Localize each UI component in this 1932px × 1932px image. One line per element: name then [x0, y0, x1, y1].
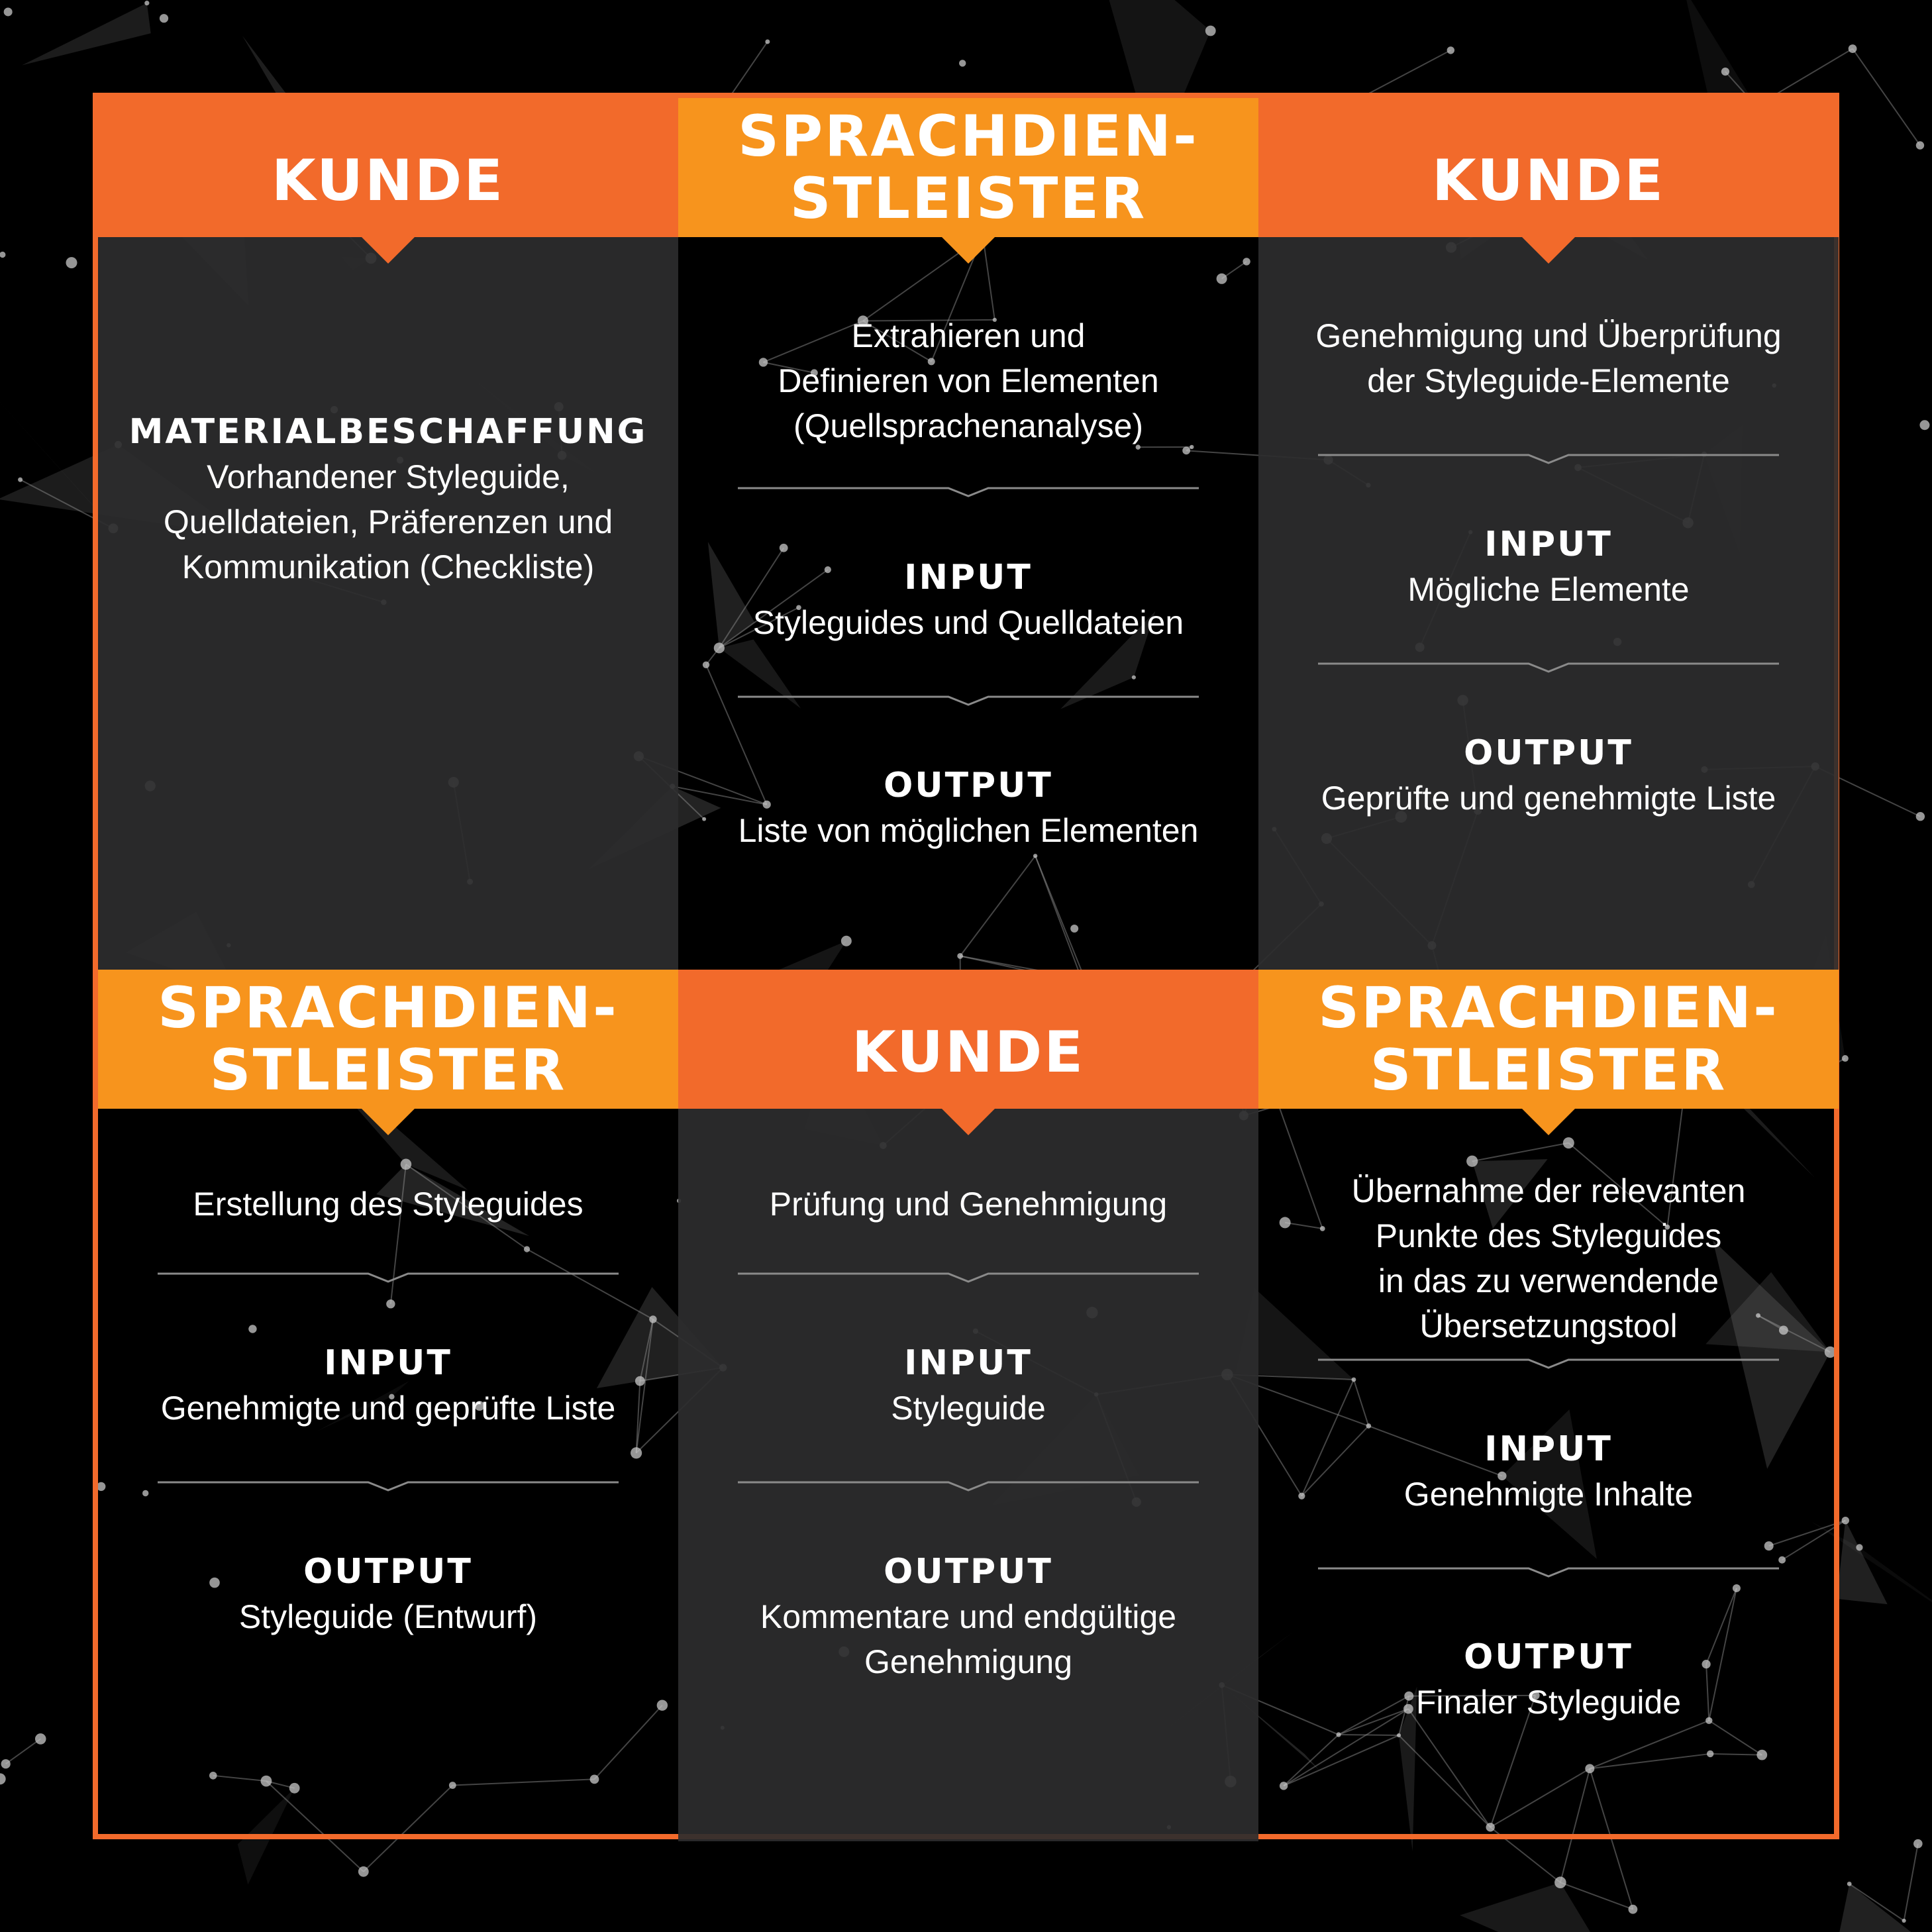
step-3-output-text: Geprüfte und genehmigte Liste	[1321, 780, 1776, 817]
step-4-task	[111, 1182, 665, 1227]
step-3-input	[1272, 522, 1825, 612]
step-5-header	[678, 970, 1258, 1109]
network-node	[1, 1759, 11, 1768]
step-2-task	[691, 313, 1245, 448]
network-facet	[1460, 1882, 1623, 1932]
step-3-input-label: INPUT	[1484, 525, 1613, 564]
step-2-input-label: INPUT	[904, 558, 1033, 597]
step-1-title: KUNDE	[271, 148, 505, 214]
step-1-task-label: MATERIALBESCHAFFUNG	[128, 412, 648, 452]
step-4-pointer	[362, 1109, 415, 1135]
step-6-input-label: INPUT	[1484, 1429, 1613, 1469]
step-2-title: SPRACHDIEN- STLEISTER	[738, 103, 1199, 232]
network-node	[66, 257, 77, 268]
step-5-separator-2	[738, 1480, 1199, 1496]
network-node	[1721, 68, 1729, 76]
step-6-pointer	[1522, 1109, 1575, 1135]
step-2-input	[691, 555, 1245, 645]
step-2-input-text: Styleguides und Quelldateien	[752, 604, 1184, 641]
step-6-task	[1272, 1168, 1825, 1348]
step-5-input	[691, 1341, 1245, 1431]
step-5-title: KUNDE	[851, 1019, 1086, 1086]
network-facet	[22, 3, 151, 66]
network-node	[4, 7, 13, 16]
network-facet	[1829, 1884, 1926, 1932]
step-3-header	[1258, 98, 1839, 237]
separator-line	[738, 697, 1199, 705]
separator-line	[1318, 1360, 1779, 1368]
step-4-panel	[98, 970, 678, 1841]
step-2-task-text: Extrahieren und Definieren von Elementen (Quellsprachenanalyse)	[778, 317, 1159, 444]
step-2-output-label: OUTPUT	[884, 766, 1053, 805]
step-5-panel	[678, 970, 1258, 1841]
network-node	[1205, 26, 1216, 36]
step-3-panel	[1258, 98, 1839, 970]
step-4-input	[111, 1341, 665, 1431]
step-5-task-text: Prüfung und Genehmigung	[769, 1186, 1168, 1223]
step-6-separator-1	[1318, 1357, 1779, 1373]
network-node	[1554, 1876, 1566, 1888]
network-node	[765, 39, 770, 44]
network-node	[0, 1773, 6, 1784]
network-node	[1919, 420, 1929, 430]
step-1-panel	[98, 98, 678, 970]
step-2-output-text: Liste von möglichen Elementen	[738, 812, 1199, 849]
step-4-input-text: Genehmigte und geprüfte Liste	[160, 1390, 616, 1427]
separator-line	[1318, 1568, 1779, 1576]
step-3-output-label: OUTPUT	[1464, 733, 1633, 773]
step-4-header	[98, 970, 678, 1109]
network-link	[1853, 49, 1920, 146]
step-1-pointer	[362, 237, 415, 264]
step-3-input-text: Mögliche Elemente	[1407, 571, 1690, 608]
separator-line	[738, 1482, 1199, 1490]
step-3-pointer	[1522, 237, 1575, 264]
step-2-panel	[678, 98, 1258, 970]
step-5-output-text: Kommentare und endgültige Genehmigung	[760, 1598, 1177, 1680]
step-6-output-text: Finaler Styleguide	[1415, 1684, 1682, 1721]
step-1-task	[111, 409, 665, 589]
step-3-task-text: Genehmigung und Überprüfung der Styleguide-Elemente	[1315, 317, 1782, 399]
network-node	[959, 60, 966, 66]
step-2-output	[691, 763, 1245, 853]
step-4-separator-1	[158, 1271, 619, 1287]
network-link	[1904, 1844, 1918, 1921]
step-5-pointer	[942, 1109, 995, 1135]
network-node	[1842, 1055, 1849, 1062]
network-node	[1847, 1882, 1852, 1886]
separator-line	[158, 1274, 619, 1282]
step-4-task-text: Erstellung des Styleguides	[193, 1186, 584, 1223]
step-4-output-text: Styleguide (Entwurf)	[238, 1598, 538, 1635]
separator-line	[1318, 664, 1779, 672]
step-6-task-text: Übernahme der relevanten Punkte des Styleguides in das zu verwendende Übersetzungstool	[1351, 1172, 1746, 1345]
network-link	[6, 1739, 41, 1764]
step-3-title: KUNDE	[1431, 148, 1666, 214]
step-6-header	[1258, 970, 1839, 1109]
step-3-output	[1272, 731, 1825, 821]
separator-line	[738, 488, 1199, 496]
step-6-output-label: OUTPUT	[1464, 1637, 1633, 1677]
network-node	[1849, 44, 1857, 53]
network-node	[1447, 46, 1454, 54]
network-node	[0, 252, 5, 258]
separator-line	[1318, 455, 1779, 463]
step-3-separator-1	[1318, 452, 1779, 468]
network-node	[1842, 1517, 1849, 1524]
network-node	[1856, 1544, 1862, 1551]
separator-line	[158, 1482, 619, 1490]
step-6-input	[1272, 1427, 1825, 1517]
network-node	[160, 14, 168, 23]
step-4-separator-2	[158, 1480, 619, 1496]
step-5-output	[691, 1549, 1245, 1684]
step-6-separator-2	[1318, 1566, 1779, 1582]
step-5-input-label: INPUT	[904, 1343, 1033, 1383]
step-4-output	[111, 1549, 665, 1639]
network-facet	[1684, 0, 1756, 106]
step-6-panel	[1258, 970, 1839, 1841]
step-6-input-text: Genehmigte Inhalte	[1403, 1476, 1694, 1513]
step-5-output-label: OUTPUT	[884, 1552, 1053, 1592]
network-node	[1902, 1919, 1906, 1923]
step-1-header	[98, 98, 678, 237]
network-node	[18, 478, 23, 482]
step-6-title: SPRACHDIEN- STLEISTER	[1318, 975, 1779, 1103]
network-node	[1916, 141, 1924, 149]
network-node	[144, 1, 149, 5]
step-5-input-text: Styleguide	[891, 1390, 1046, 1427]
separator-line	[738, 1274, 1199, 1282]
step-4-output-label: OUTPUT	[303, 1552, 473, 1592]
step-2-header	[678, 98, 1258, 237]
network-node	[1628, 1905, 1637, 1914]
network-node	[35, 1733, 46, 1745]
process-frame	[93, 93, 1839, 1839]
step-2-separator-1	[738, 485, 1199, 501]
network-node	[1913, 1839, 1923, 1849]
step-2-separator-2	[738, 694, 1199, 710]
step-6-output	[1272, 1635, 1825, 1725]
step-3-task	[1272, 313, 1825, 403]
step-5-separator-1	[738, 1271, 1199, 1287]
step-1-task-text: Vorhandener Styleguide, Quelldateien, Präferenzen und Kommunikation (Checkliste)	[163, 458, 613, 585]
step-2-pointer	[942, 237, 995, 264]
step-5-task	[691, 1182, 1245, 1227]
step-4-input-label: INPUT	[324, 1343, 452, 1383]
network-node	[358, 1866, 369, 1877]
step-4-title: SPRACHDIEN- STLEISTER	[158, 975, 619, 1103]
step-3-separator-2	[1318, 661, 1779, 677]
network-node	[1916, 812, 1925, 821]
